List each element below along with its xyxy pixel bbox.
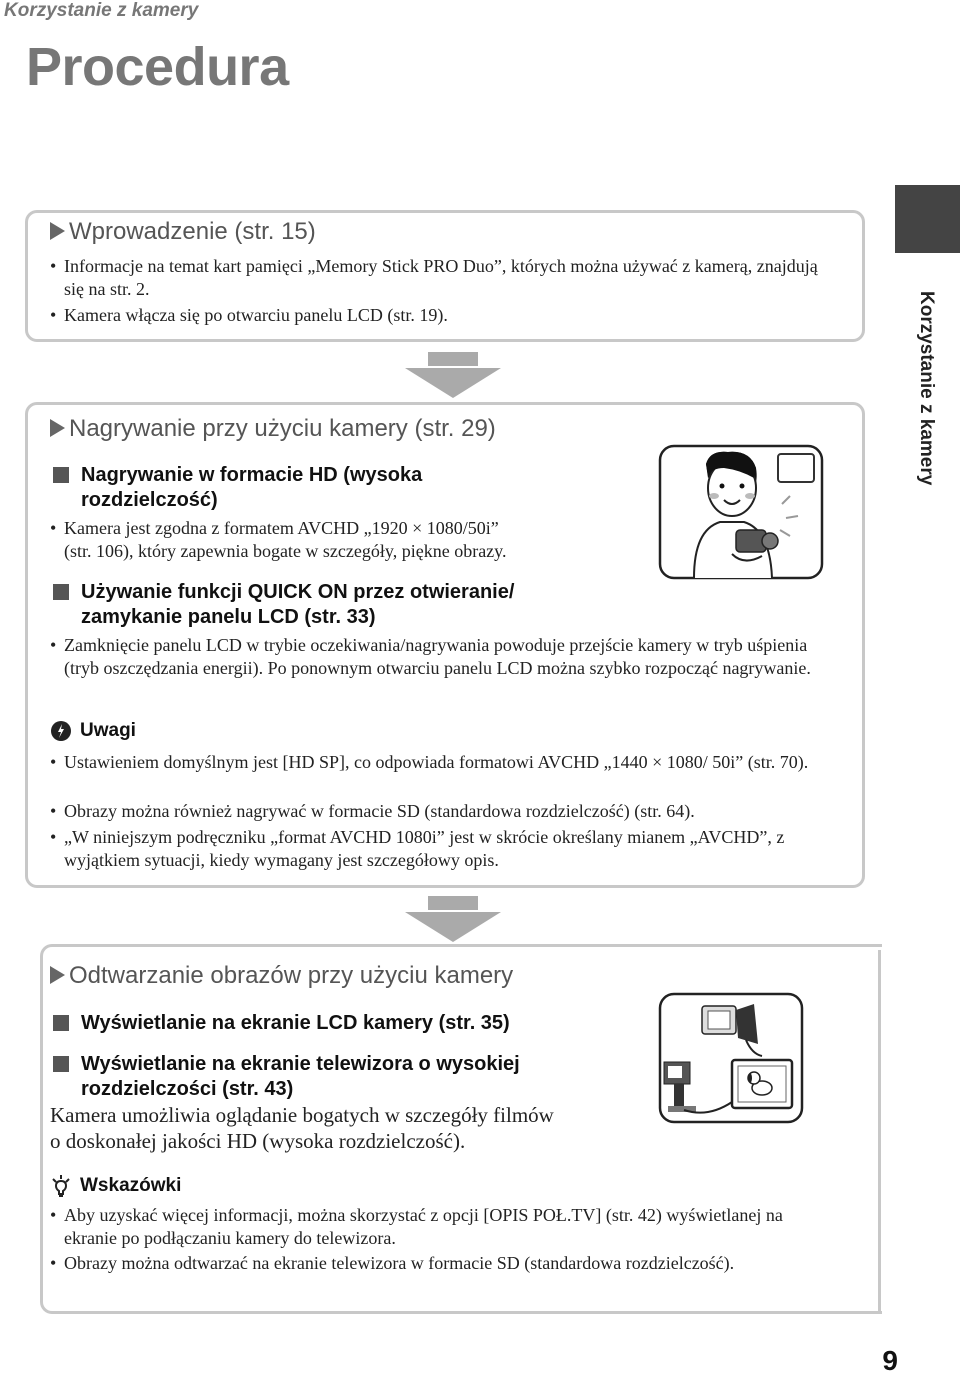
list-item-text: „W niniejszym podręczniku „format AVCHD 1080i” jest w skrócie określany mianem „AVCHD”, z wyjątkiem sytuacji, kiedy wymagany jest szczegółowy opis. xyxy=(64,827,785,870)
subheading-line: Wyświetlanie na ekranie LCD kamery (str. 35) xyxy=(81,1012,510,1034)
subheading-quick-on xyxy=(81,580,681,630)
side-tab-block xyxy=(895,185,960,253)
camera-tv-illustration xyxy=(658,992,804,1124)
bullet-dot: • xyxy=(50,827,57,847)
list-item xyxy=(50,517,664,563)
bullet-dot: • xyxy=(50,801,57,821)
flow-down-arrow xyxy=(405,352,501,400)
list-item xyxy=(50,751,824,774)
list-item-text: (str. 106), który zapewnia bogate w szczegóły, piękne obrazy. xyxy=(64,541,507,561)
list-item xyxy=(50,634,834,680)
list-item xyxy=(50,826,824,872)
subheading-line: rozdzielczości (str. 43) xyxy=(81,1078,294,1100)
square-marker-icon xyxy=(53,1056,69,1072)
section-playback-heading xyxy=(50,962,513,990)
triangle-right-icon xyxy=(50,222,65,240)
list-item xyxy=(50,304,824,327)
bullet-dot: • xyxy=(50,1253,57,1273)
tips-title: Wskazówki xyxy=(80,1175,182,1196)
flow-down-arrow xyxy=(405,896,501,944)
list-item xyxy=(50,255,824,301)
tips-heading xyxy=(50,1174,181,1198)
page-title: Procedura xyxy=(26,37,289,97)
description-line: Kamera umożliwia oglądanie bogatych w szczegóły filmów xyxy=(50,1103,554,1127)
section-recording-heading xyxy=(50,415,496,443)
bullet-dot: • xyxy=(50,635,57,655)
list-item-text: Aby uzyskać więcej informacji, można skorzystać z opcji [OPIS POŁ.TV] (str. 42) wyświetlanej na ekranie po podłączaniu kamery do telewizora. xyxy=(64,1205,783,1248)
bullet-dot: • xyxy=(50,305,57,325)
list-item xyxy=(50,1204,784,1250)
subheading-line: Używanie funkcji QUICK ON przez otwieranie/ xyxy=(81,581,515,603)
playback-description xyxy=(50,1102,640,1154)
running-header: Korzystanie z kamery xyxy=(4,0,199,21)
section-recording-heading-text: Nagrywanie przy użyciu kamery (str. 29) xyxy=(69,415,496,442)
notes-heading xyxy=(50,720,136,742)
bullet-dot: • xyxy=(50,518,57,538)
description-line: o doskonałej jakości HD (wysoka rozdzielczość). xyxy=(50,1129,466,1153)
list-item-text: Kamera jest zgodna z formatem AVCHD „1920 × 1080/50i” xyxy=(64,518,499,538)
person-with-camera-illustration xyxy=(658,444,824,580)
square-marker-icon xyxy=(53,584,69,600)
section-playback-right-rule xyxy=(878,950,881,1314)
bullet-dot: • xyxy=(50,256,57,276)
section-intro-heading xyxy=(50,218,316,246)
warning-icon xyxy=(50,720,72,742)
subheading-lcd-playback xyxy=(81,1011,641,1036)
list-item-text: Obrazy można również nagrywać w formacie SD (standardowa rozdzielczość) (str. 64). xyxy=(64,801,695,821)
list-item xyxy=(50,800,854,823)
page-number: 9 xyxy=(882,1345,898,1376)
side-tab-label: Korzystanie z kamery xyxy=(916,291,937,486)
list-item-text: Obrazy można odtwarzać na ekranie telewizora w formacie SD (standardowa rozdzielczość). xyxy=(64,1253,735,1273)
triangle-right-icon xyxy=(50,419,65,437)
list-item-text: Ustawieniem domyślnym jest [HD SP], co odpowiada formatowi AVCHD „1440 × 1080/ 50i” (str. 70). xyxy=(64,752,809,772)
list-item-text: Kamera włącza się po otwarciu panelu LCD (str. 19). xyxy=(64,305,448,325)
section-intro-heading-text: Wprowadzenie (str. 15) xyxy=(69,218,316,245)
list-item xyxy=(50,1252,764,1275)
subheading-hd-recording xyxy=(81,463,641,513)
section-playback-heading-text: Odtwarzanie obrazów przy użyciu kamery xyxy=(69,962,514,989)
triangle-right-icon xyxy=(50,966,65,984)
bullet-dot: • xyxy=(50,752,57,772)
list-item-text: Informacje na temat kart pamięci „Memory Stick PRO Duo”, których można używać z kamerą, znajdują się na str. 2. xyxy=(64,256,818,299)
square-marker-icon xyxy=(53,467,69,483)
subheading-line: Nagrywanie w formacie HD (wysoka xyxy=(81,464,423,486)
subheading-line: Wyświetlanie na ekranie telewizora o wysokiej xyxy=(81,1053,520,1075)
list-item-text: Zamknięcie panelu LCD w trybie oczekiwania/nagrywania powoduje przejście kamery w tryb uśpienia (tryb oszczędzania energii). Po ponownym otwarciu panelu LCD można szybko rozpocząć nagrywanie. xyxy=(64,635,811,678)
bullet-dot: • xyxy=(50,1205,57,1225)
subheading-line: zamykanie panelu LCD (str. 33) xyxy=(81,606,376,628)
square-marker-icon xyxy=(53,1015,69,1031)
lightbulb-icon xyxy=(50,1174,72,1198)
notes-title: Uwagi xyxy=(80,720,136,741)
subheading-tv-playback xyxy=(81,1052,641,1102)
subheading-line: rozdzielczość) xyxy=(81,489,218,511)
